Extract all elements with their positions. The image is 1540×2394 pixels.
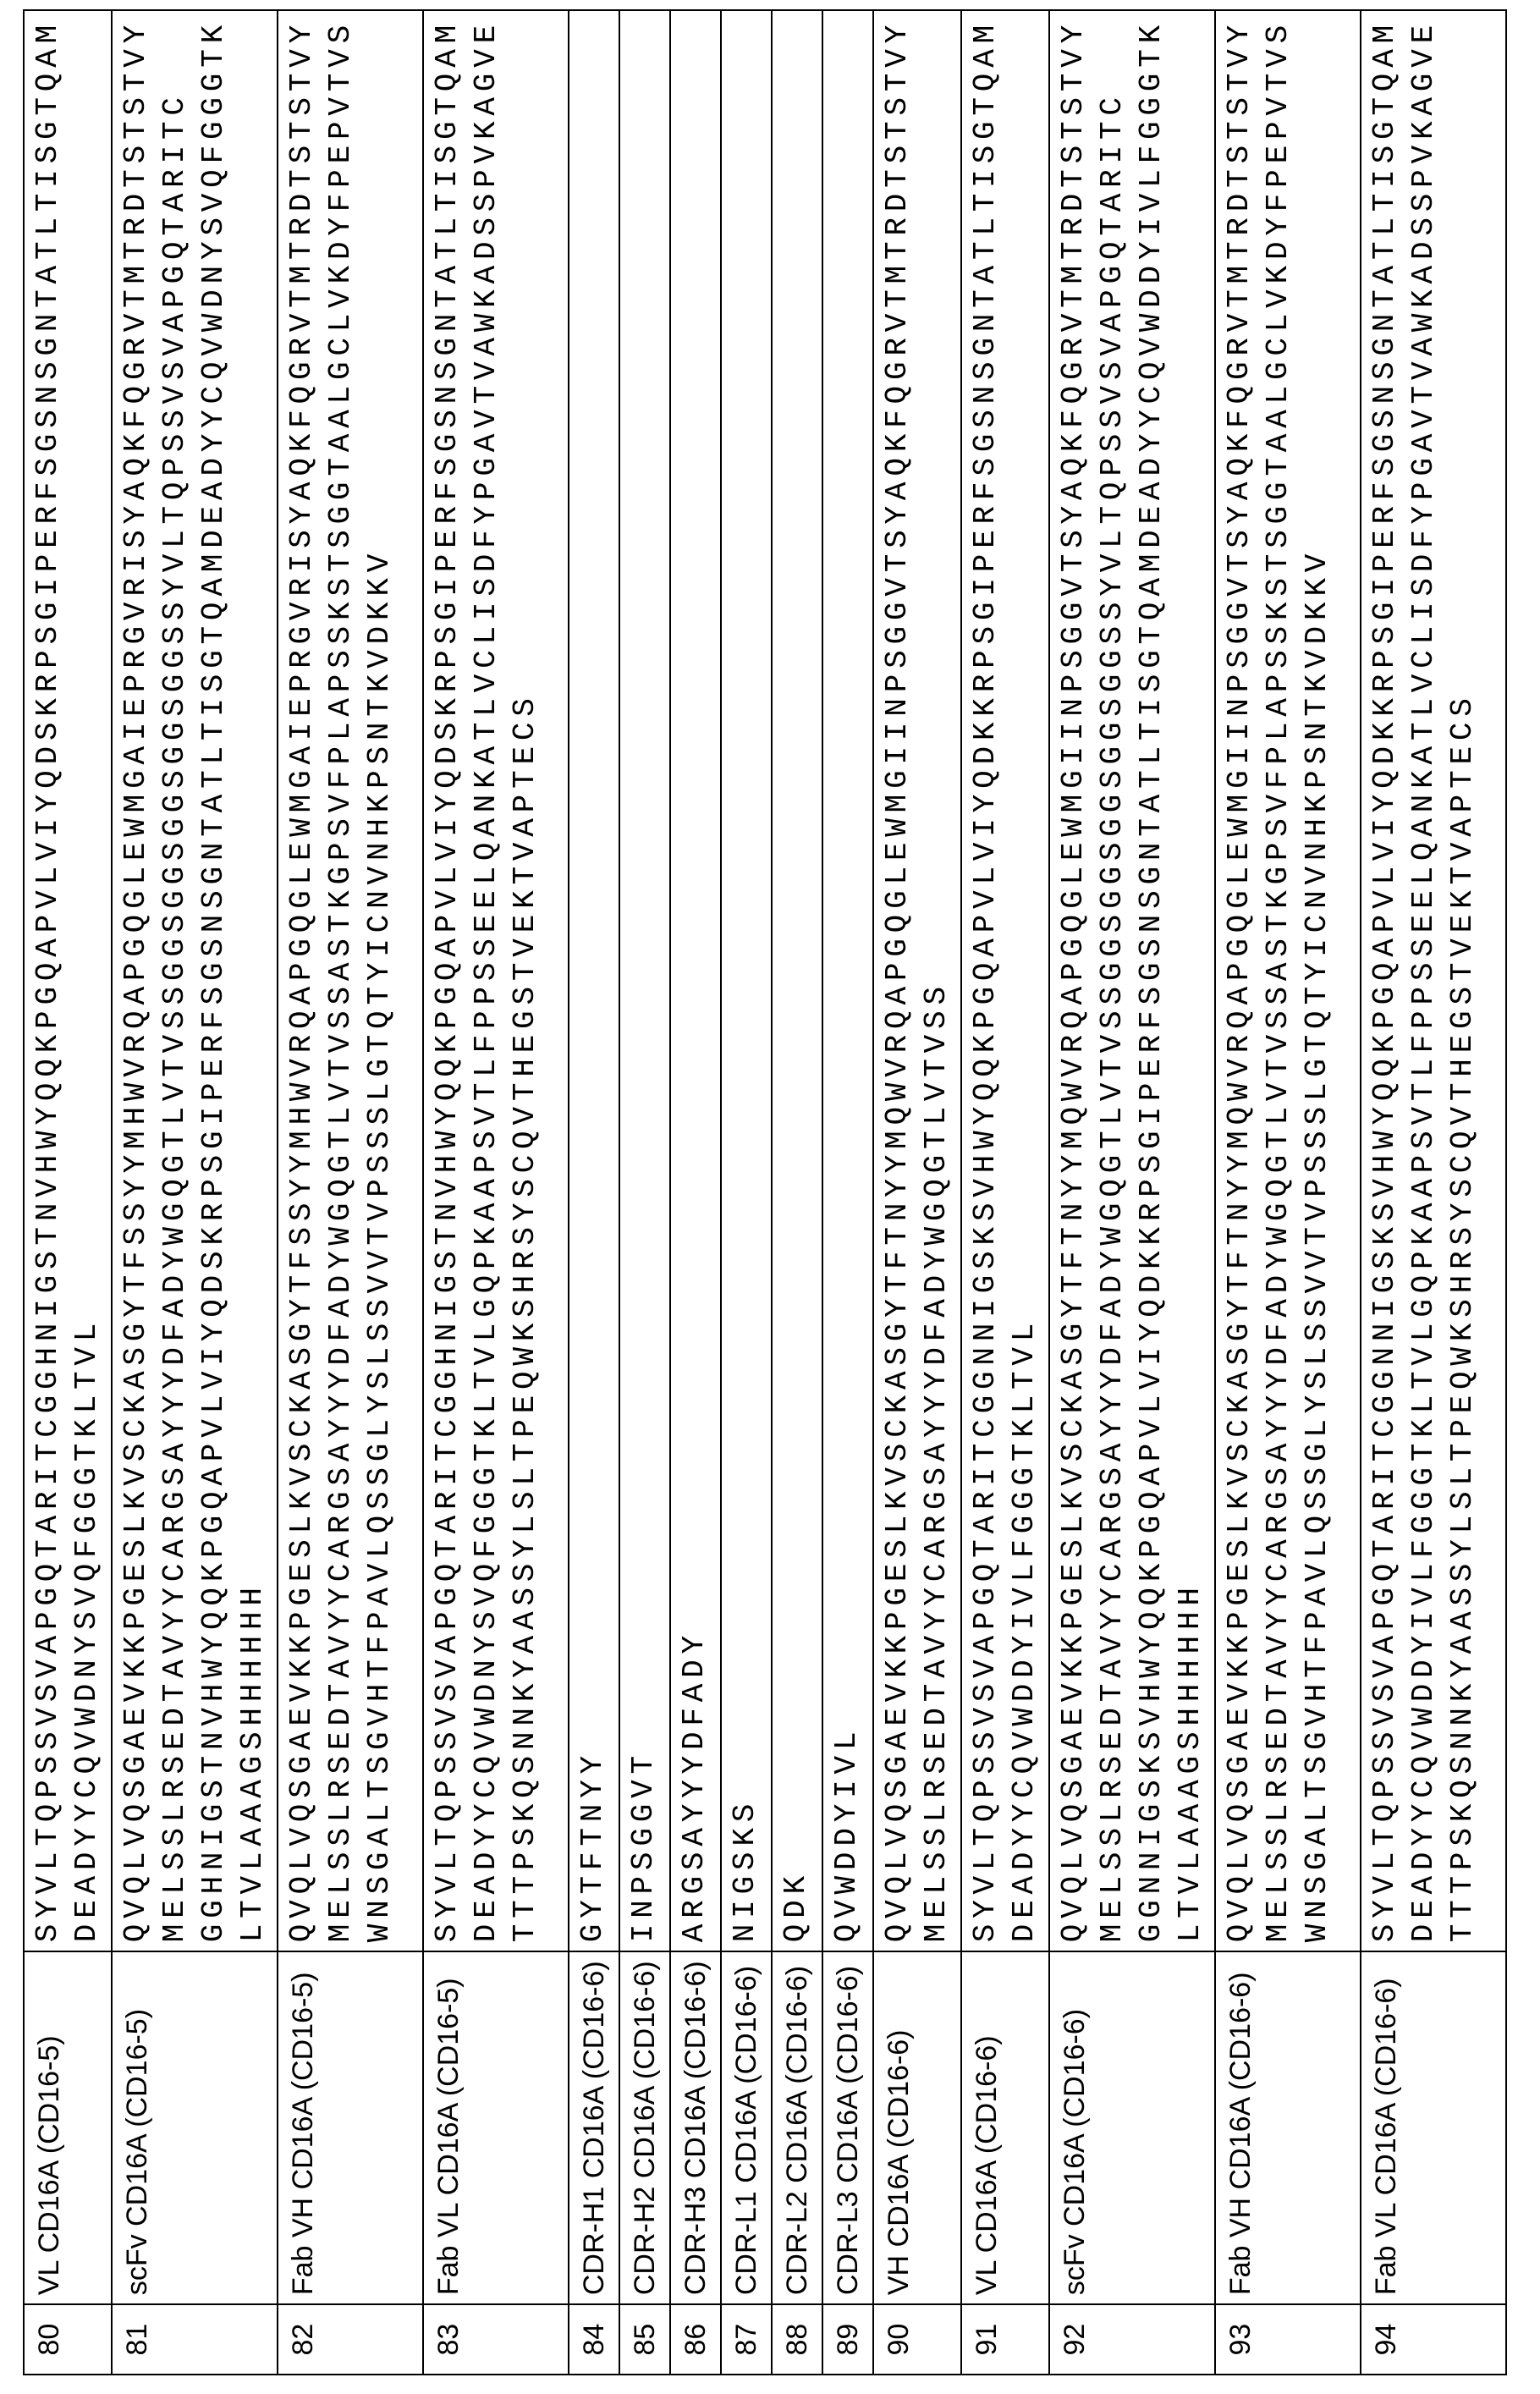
construct-name: CDR-L1 CD16A (CD16-6) [721,1951,772,2304]
sequence-line: TTTPSKQSNNKYAASSYLSLTPEQWKSHRSYSCQVTHEGSTVEKTVAPTECS [1444,19,1482,1942]
construct-name: Fab VH CD16A (CD16-5) [278,1951,423,2304]
amino-acid-sequence [873,10,961,1951]
amino-acid-sequence [1215,10,1361,1951]
construct-name: scFv CD16A (CD16-5) [112,1951,278,2304]
table-row [278,10,423,2375]
construct-name: VL CD16A (CD16-5) [24,1951,112,2304]
table-row [961,10,1049,2375]
sequence-line: WNSGALTSGVHTFPAVLQSSGLYSLSSVVTVPSSSLGTQTYICNVNHKPSNTKVDKKV [1298,19,1337,1942]
sequence-line: MELSSLRSEDTAVYYCARGSAYYYDFADYWGQGTLVTVSS [917,19,956,1942]
seq-id-number: 91 [961,2304,1049,2375]
sequence-line: QVWDDYIVL [828,19,866,1942]
construct-name: VH CD16A (CD16-6) [873,1951,961,2304]
table-row [1215,10,1361,2375]
sequence-line: QDK [777,19,816,1942]
sequence-line: LTVLAAAGSHHHHHH [234,19,272,1942]
sequence-line: DEADYYCQVWDDYIVLFGGGTKLTVL [1005,19,1044,1942]
sequence-line: QVQLVQSGAEVKKPGESLKVSCKASGYTFSSYYMHWVRQAPGQGLEWMGAIEPRGVRISYAQKFQGRVTMTRDTSTSTVY [283,19,322,1942]
seq-id-number: 81 [112,2304,278,2375]
table-row [772,10,822,2375]
construct-name: scFv CD16A (CD16-6) [1049,1951,1215,2304]
sequence-line: GGHNIGSTNVHWYQQKPGQAPVLVIYQDSKRPSGIPERFSGSNSGNTATLTISGTQAMDEADYYCQVWDNYSVQFGGGTK [195,19,234,1942]
sequence-line: LTVLAAAGSHHHHHH [1171,19,1210,1942]
seq-id-number: 84 [569,2304,619,2375]
sequence-line: SYVLTQPSSVSVAPGQTARITCGGHNIGSTNVHWYQQKPGQAPVLVIYQDSKRPSGIPERFSGSNSGNTATLTISGTQAM [29,19,68,1942]
construct-name: CDR-H2 CD16A (CD16-6) [619,1951,670,2304]
seq-id-number: 86 [670,2304,721,2375]
construct-name: CDR-L2 CD16A (CD16-6) [772,1951,822,2304]
sequence-line: DEADYYCQVWDDYIVLFGGGTKLTVLGQPKAAPSVTLFPPSSEELQANKATLVCLISDFYPGAVTVAWKADSSPVKAGVE [1405,19,1444,1942]
seq-id-number: 88 [772,2304,822,2375]
seq-id-number: 92 [1049,2304,1215,2375]
table-row [822,10,873,2375]
amino-acid-sequence [1049,10,1215,1951]
amino-acid-sequence [1361,10,1506,1951]
sequence-line: SYVLTQPSSVSVAPGQTARITCGGNNIGSKSVHWYQQKPGQAPVLVIYQDKKRPSGIPERFSGSNSGNTATLTISGTQAM [1366,19,1405,1942]
table-row [1361,10,1506,2375]
sequence-line: SYVLTQPSSVSVAPGQTARITCGGNNIGSKSVHWYQQKPGQAPVLVIYQDKKRPSGIPERFSGSNSGNTATLTISGTQAM [966,19,1005,1942]
sequence-line: DEADYYCQVWDNYSVQFGGGTKLTVLGQPKAAPSVTLFPPSSEELQANKATLVCLISDFYPGAVTVAWKADSSPVKAGVE [467,19,506,1942]
amino-acid-sequence [961,10,1049,1951]
amino-acid-sequence [278,10,423,1951]
construct-name: VL CD16A (CD16-6) [961,1951,1049,2304]
sequence-line: MELSSLRSEDTAVYYCARGSAYYYDFADYWGQGTLVTVSSASTKGPSVFPLAPSSKSTSGGTAALGCLVKDYFPEPVTVS [1259,19,1298,1942]
sequence-table-body [24,10,1506,2375]
amino-acid-sequence [423,10,569,1951]
seq-id-number: 83 [423,2304,569,2375]
amino-acid-sequence [772,10,822,1951]
amino-acid-sequence [112,10,278,1951]
sequence-line: QVQLVQSGAEVKKPGESLKVSCKASGYTFSSYYMHWVRQAPGQGLEWMGAIEPRGVRISYAQKFQGRVTMTRDTSTSTVY [117,19,156,1942]
seq-id-number: 93 [1215,2304,1361,2375]
seq-id-number: 89 [822,2304,873,2375]
construct-name: Fab VL CD16A (CD16-6) [1361,1951,1506,2304]
amino-acid-sequence [822,10,873,1951]
table-row [721,10,772,2375]
construct-name: CDR-L3 CD16A (CD16-6) [822,1951,873,2304]
sequence-line: MELSSLRSEDTAVYYCARGSAYYYDFADYWGQGTLVTVSSGGSGGSGGSGGSGGSSYVLTQPSSVSVAPGQTARITC [156,19,195,1942]
sequence-line: DEADYYCQVWDNYSVQFGGGTKLTVL [68,19,107,1942]
sequence-line: MELSSLRSEDTAVYYCARGSAYYYDFADYWGQGTLVTVSSGGSGGSGGSGGSGGSSYVLTQPSSVSVAPGQTARITC [1093,19,1132,1942]
sequence-line: QVQLVQSGAEVKKPGESLKVSCKASGYTFTNYYMQWVRQAPGQGLEWMGIINPSGGVTSYAQKFQGRVTMTRDTSTSTVY [1054,19,1093,1942]
sequence-line: WNSGALTSGVHTFPAVLQSSGLYSLSSVVTVPSSSLGTQTYICNVNHKPSNTKVDKKV [360,19,399,1942]
amino-acid-sequence [24,10,112,1951]
sequence-line: TTTPSKQSNNKYAASSYLSLTPEQWKSHRSYSCQVTHEGSTVEKTVAPTECS [506,19,545,1942]
amino-acid-sequence [619,10,670,1951]
table-row [619,10,670,2375]
sequence-line: QVQLVQSGAEVKKPGESLKVSCKASGYTFTNYYMQWVRQAPGQGLEWMGIINPSGGVTSYAQKFQGRVTMTRDTSTSTVY [878,19,917,1942]
seq-id-number: 90 [873,2304,961,2375]
seq-id-number: 94 [1361,2304,1506,2375]
sequence-line: GYTFTNYY [574,19,613,1942]
construct-name: Fab VL CD16A (CD16-5) [423,1951,569,2304]
amino-acid-sequence [569,10,619,1951]
seq-id-number: 80 [24,2304,112,2375]
table-row [873,10,961,2375]
sequence-line: NIGSKS [726,19,765,1942]
table-row [423,10,569,2375]
seq-id-number: 87 [721,2304,772,2375]
table-row [24,10,112,2375]
sequence-line: ARGSAYYYDFADY [675,19,714,1942]
amino-acid-sequence [670,10,721,1951]
sequence-line: GGNNIGSKSVHWYQQKPGQAPVLVIYQDKKRPSGIPERFSGSNSGNTATLTISGTQAMDEADYYCQVWDDYIVLFGGGTK [1132,19,1171,1942]
table-row [112,10,278,2375]
table-row [670,10,721,2375]
sequence-line: SYVLTQPSSVSVAPGQTARITCGGHNIGSTNVHWYQQKPGQAPVLVIYQDSKRPSGIPERFSGSNSGNTATLTISGTQAM [428,19,467,1942]
sequence-line: QVQLVQSGAEVKKPGESLKVSCKASGYTFTNYYMQWVRQAPGQGLEWMGIINPSGGVTSYAQKFQGRVTMTRDTSTSTVY [1220,19,1259,1942]
rotated-page [0,0,1540,2394]
amino-acid-sequence [721,10,772,1951]
construct-name: Fab VH CD16A (CD16-6) [1215,1951,1361,2304]
sequence-line: INPSGGVT [624,19,663,1942]
construct-name: CDR-H3 CD16A (CD16-6) [670,1951,721,2304]
table-row [569,10,619,2375]
table-row [1049,10,1215,2375]
sequence-table [23,9,1507,2375]
seq-id-number: 85 [619,2304,670,2375]
sequence-line: MELSSLRSEDTAVYYCARGSAYYYDFADYWGQGTLVTVSSASTKGPSVFPLAPSSKSTSGGTAALGCLVKDYFPEPVTVS [322,19,360,1942]
seq-id-number: 82 [278,2304,423,2375]
construct-name: CDR-H1 CD16A (CD16-6) [569,1951,619,2304]
